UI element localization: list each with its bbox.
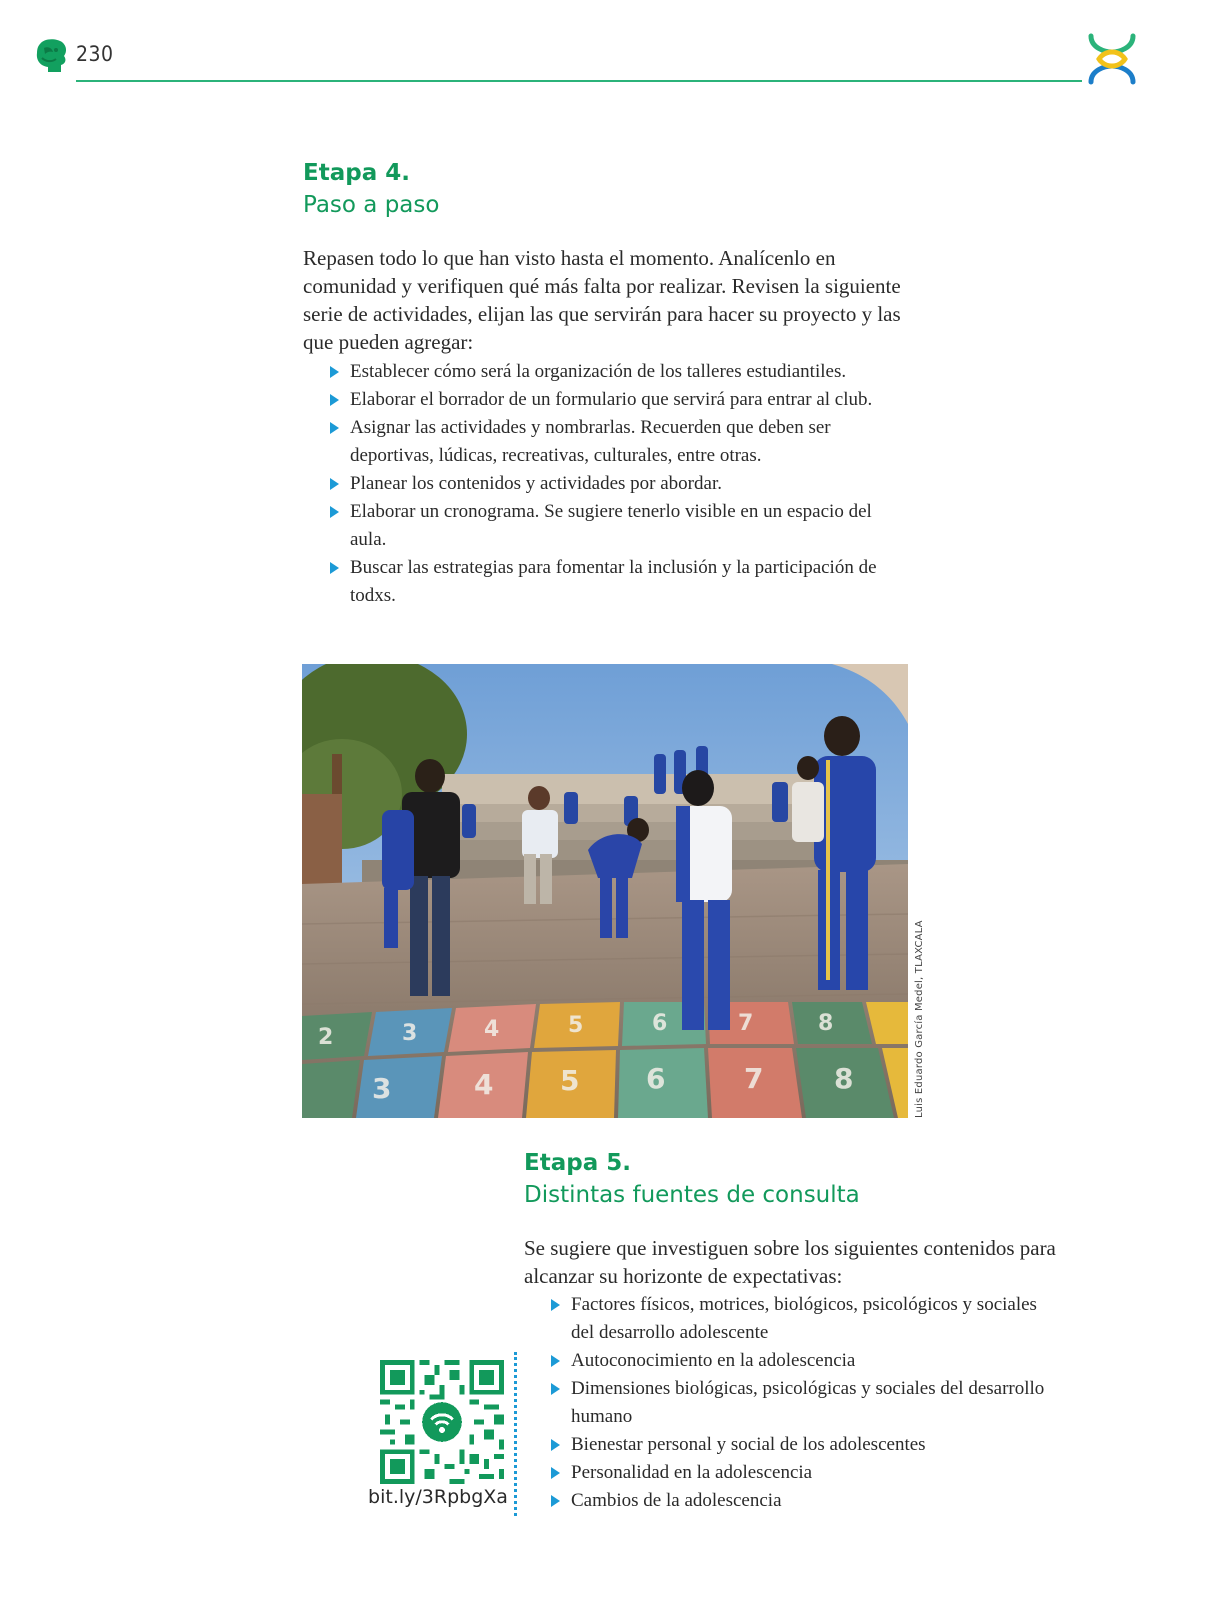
stage5-subtitle: Distintas fuentes de consulta (524, 1182, 860, 1208)
stage4-intro: Repasen todo lo que han visto hasta el momento. Analícenlo en comunidad y verifiquen qué más falta por realizar. Revisen la siguiente serie de actividades, elijan las que servirán para hacer su proyecto y las que pueden agregar: (303, 246, 901, 354)
hopscotch-number: 2 (318, 1025, 334, 1050)
hopscotch-number: 3 (402, 1021, 418, 1046)
photo-illustration (302, 664, 908, 1118)
stage4-subtitle: Paso a paso (303, 192, 440, 218)
qr-code-icon[interactable] (380, 1360, 504, 1484)
interlocking-rings-logo-icon (1085, 32, 1139, 86)
list-item: Factores físicos, motrices, biológicos, psicológicos y sociales del desarrollo adolescente (547, 1291, 1047, 1347)
page-header (0, 0, 1214, 100)
list-item: Establecer cómo será la organización de los talleres estudiantiles. (326, 358, 906, 386)
hopscotch-number: 6 (646, 1062, 666, 1095)
triangle-bullet-icon (551, 1467, 560, 1479)
hopscotch-number: 7 (744, 1062, 764, 1095)
hopscotch-number: 5 (560, 1064, 580, 1097)
green-head-logo-icon (34, 38, 68, 76)
list-item: Elaborar el borrador de un formulario que servirá para entrar al club. (326, 386, 906, 414)
hopscotch-number: 8 (818, 1011, 834, 1036)
dotted-divider (514, 1352, 517, 1516)
hopscotch-number: 8 (834, 1062, 854, 1095)
triangle-bullet-icon (551, 1383, 560, 1395)
triangle-bullet-icon (330, 562, 339, 574)
hopscotch-number: 6 (652, 1011, 668, 1036)
hopscotch-number: 7 (738, 1011, 754, 1036)
page-number: 230 (76, 42, 114, 66)
triangle-bullet-icon (330, 422, 339, 434)
stage4-title: Etapa 4. (303, 160, 410, 186)
hopscotch-number: 4 (484, 1017, 500, 1042)
triangle-bullet-icon (551, 1299, 560, 1311)
triangle-bullet-icon (551, 1355, 560, 1367)
hopscotch-number: 3 (372, 1072, 392, 1105)
qr-link-text[interactable]: bit.ly/3RpbgXa (368, 1486, 508, 1508)
students-playground-photo (302, 664, 908, 1118)
triangle-bullet-icon (330, 478, 339, 490)
list-item: Asignar las actividades y nombrarlas. Recuerden que deben ser deportivas, lúdicas, recreativas, culturales, entre otras. (326, 414, 906, 470)
hopscotch-number: 5 (568, 1013, 584, 1038)
triangle-bullet-icon (330, 366, 339, 378)
stage4-list (326, 358, 906, 610)
triangle-bullet-icon (551, 1495, 560, 1507)
list-item: Dimensiones biológicas, psicológicas y sociales del desarrollo humano (547, 1375, 1047, 1431)
triangle-bullet-icon (330, 394, 339, 406)
list-item: Buscar las estrategias para fomentar la inclusión y la participación de todxs. (326, 554, 906, 610)
header-rule (76, 80, 1082, 82)
hopscotch-number: 4 (474, 1068, 494, 1101)
list-item: Autoconocimiento en la adolescencia (547, 1347, 1047, 1375)
list-item: Planear los contenidos y actividades por abordar. (326, 470, 906, 498)
stage5-list (547, 1291, 1047, 1515)
stage5-intro: Se sugiere que investiguen sobre los siguientes contenidos para alcanzar su horizonte de expectativas: (524, 1236, 1056, 1288)
stage4-heading (303, 157, 439, 221)
triangle-bullet-icon (330, 506, 339, 518)
list-item: Cambios de la adolescencia (547, 1487, 1047, 1515)
photo-credit: Luis Eduardo García Medel, TLAXCALA (914, 920, 925, 1118)
list-item: Personalidad en la adolescencia (547, 1459, 1047, 1487)
list-item: Bienestar personal y social de los adolescentes (547, 1431, 1047, 1459)
stage5-title: Etapa 5. (524, 1150, 631, 1176)
list-item: Elaborar un cronograma. Se sugiere tenerlo visible en un espacio del aula. (326, 498, 906, 554)
stage5-heading (524, 1147, 860, 1211)
triangle-bullet-icon (551, 1439, 560, 1451)
